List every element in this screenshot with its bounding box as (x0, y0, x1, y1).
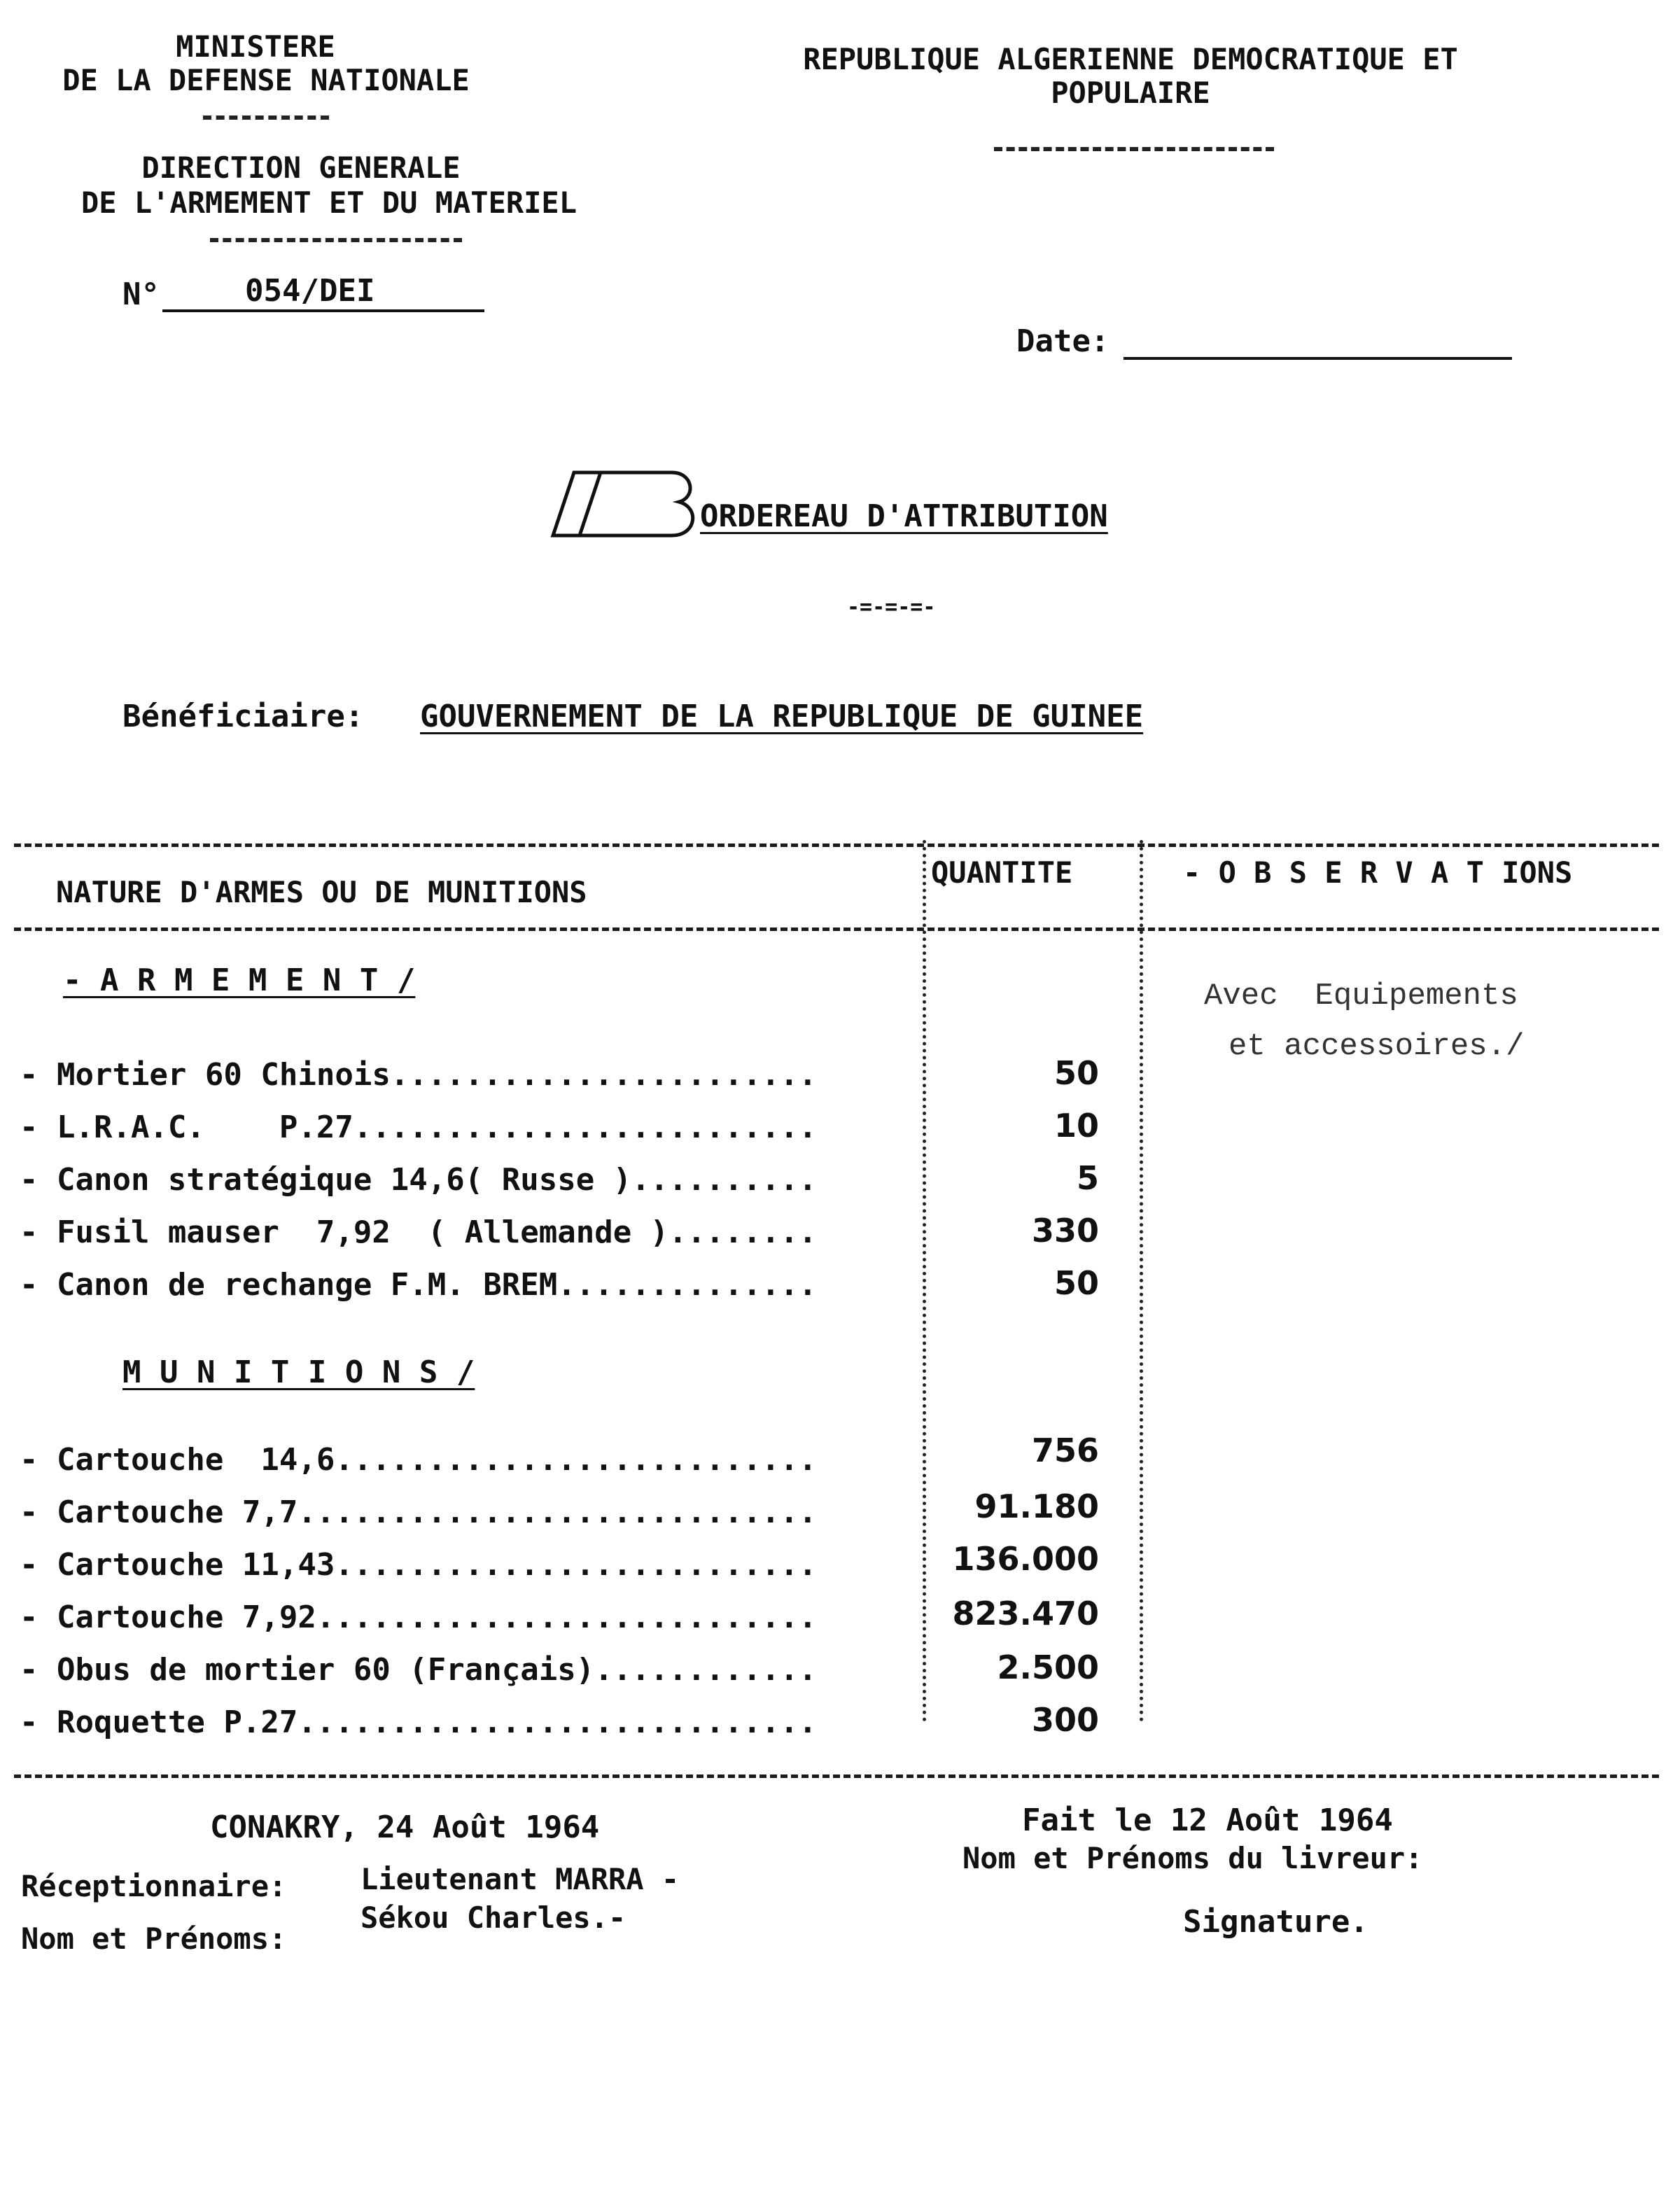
table-top-rule (14, 844, 1659, 847)
munitions-row-label: - Cartouche 14,6.......................... (20, 1442, 818, 1478)
signature-label: Signature. (1183, 1904, 1368, 1940)
separator (210, 238, 462, 242)
munitions-row-label: - Roquette P.27............................ (20, 1704, 818, 1740)
made-on: Fait le 12 Août 1964 (1022, 1802, 1393, 1838)
receiver-label: Réceptionnaire: (21, 1869, 287, 1903)
armement-row-qty: 330 (1031, 1212, 1099, 1250)
letter-b-drawing (546, 465, 700, 542)
receiver-name-line1: Lieutenant MARRA - (360, 1862, 680, 1896)
munitions-row-qty: 91.180 (974, 1488, 1099, 1525)
munitions-row-label: - Cartouche 7,92........................... (20, 1600, 818, 1635)
armement-row-label: - Canon de rechange F.M. BREM.............. (20, 1267, 818, 1303)
col-header-quantity: QUANTITE (931, 855, 1073, 890)
separator (994, 147, 1274, 151)
munitions-row-label: - Cartouche 11,43.......................... (20, 1547, 818, 1583)
republic-line1: REPUBLIQUE ALGERIENNE DEMOCRATIQUE ET (803, 42, 1458, 76)
number-label: N° (122, 276, 160, 312)
armement-row-qty: 5 (1076, 1159, 1099, 1197)
receiver-name-line2: Sékou Charles.- (360, 1900, 626, 1935)
date-label: Date: (1016, 323, 1110, 359)
munitions-row-label: - Cartouche 7,7............................ (20, 1494, 818, 1530)
munitions-row-qty: 300 (1031, 1701, 1099, 1739)
beneficiary-value: GOUVERNEMENT DE LA REPUBLIQUE DE GUINEE (420, 699, 1144, 734)
table-bottom-rule (14, 1774, 1659, 1778)
direction-line2: DE L'ARMEMENT ET DU MATERIEL (80, 186, 577, 220)
munitions-row-label: - Obus de mortier 60 (Français)............ (20, 1652, 818, 1688)
munitions-row-qty: 2.500 (997, 1648, 1099, 1686)
col-header-nature: NATURE D'ARMES OU DE MUNITIONS (56, 875, 587, 909)
armement-row-label: - Fusil mauser 7,92 ( Allemande )........ (20, 1214, 818, 1250)
armement-row-qty: 50 (1054, 1264, 1099, 1302)
armement-row-label: - Mortier 60 Chinois....................... (20, 1057, 818, 1093)
munitions-row-qty: 823.470 (952, 1595, 1099, 1632)
title-separator: -=-=-=- (847, 595, 936, 620)
place-date: CONAKRY, 24 Août 1964 (210, 1809, 600, 1845)
col-header-observations: - O B S E R V A T IONS (1183, 855, 1573, 890)
ministry-line1: MINISTERE (176, 29, 335, 64)
number-value: 054/DEI (245, 273, 375, 309)
section-armement: - A R M E M E N T / (63, 962, 416, 998)
ministry-line2: DE LA DEFENSE NATIONALE (62, 63, 470, 97)
observation-line1: Avec Equipements (1204, 979, 1518, 1014)
direction-line1: DIRECTION GENERALE (141, 150, 461, 185)
column-divider (1140, 840, 1143, 1722)
munitions-row-qty: 756 (1031, 1432, 1099, 1469)
republic-line2: POPULAIRE (1051, 76, 1210, 110)
table-header-rule (14, 927, 1659, 931)
column-divider (923, 840, 926, 1722)
beneficiary-label: Bénéficiaire: (122, 699, 364, 734)
separator (203, 115, 329, 120)
armement-row-qty: 10 (1054, 1107, 1099, 1144)
observation-line2: et accessoires./ (1228, 1029, 1525, 1064)
section-munitions: M U N I T I O N S / (122, 1354, 475, 1390)
armement-row-label: - L.R.A.C. P.27......................... (20, 1110, 818, 1145)
name-label: Nom et Prénoms: (21, 1921, 287, 1956)
document-title: ORDEREAU D'ATTRIBUTION (700, 498, 1108, 534)
deliverer-label: Nom et Prénoms du livreur: (962, 1841, 1423, 1875)
armement-row-label: - Canon stratégique 14,6( Russe ).......... (20, 1162, 818, 1198)
date-field (1124, 357, 1512, 360)
munitions-row-qty: 136.000 (952, 1540, 1099, 1578)
number-underline (162, 309, 484, 312)
armement-row-qty: 50 (1054, 1054, 1099, 1092)
